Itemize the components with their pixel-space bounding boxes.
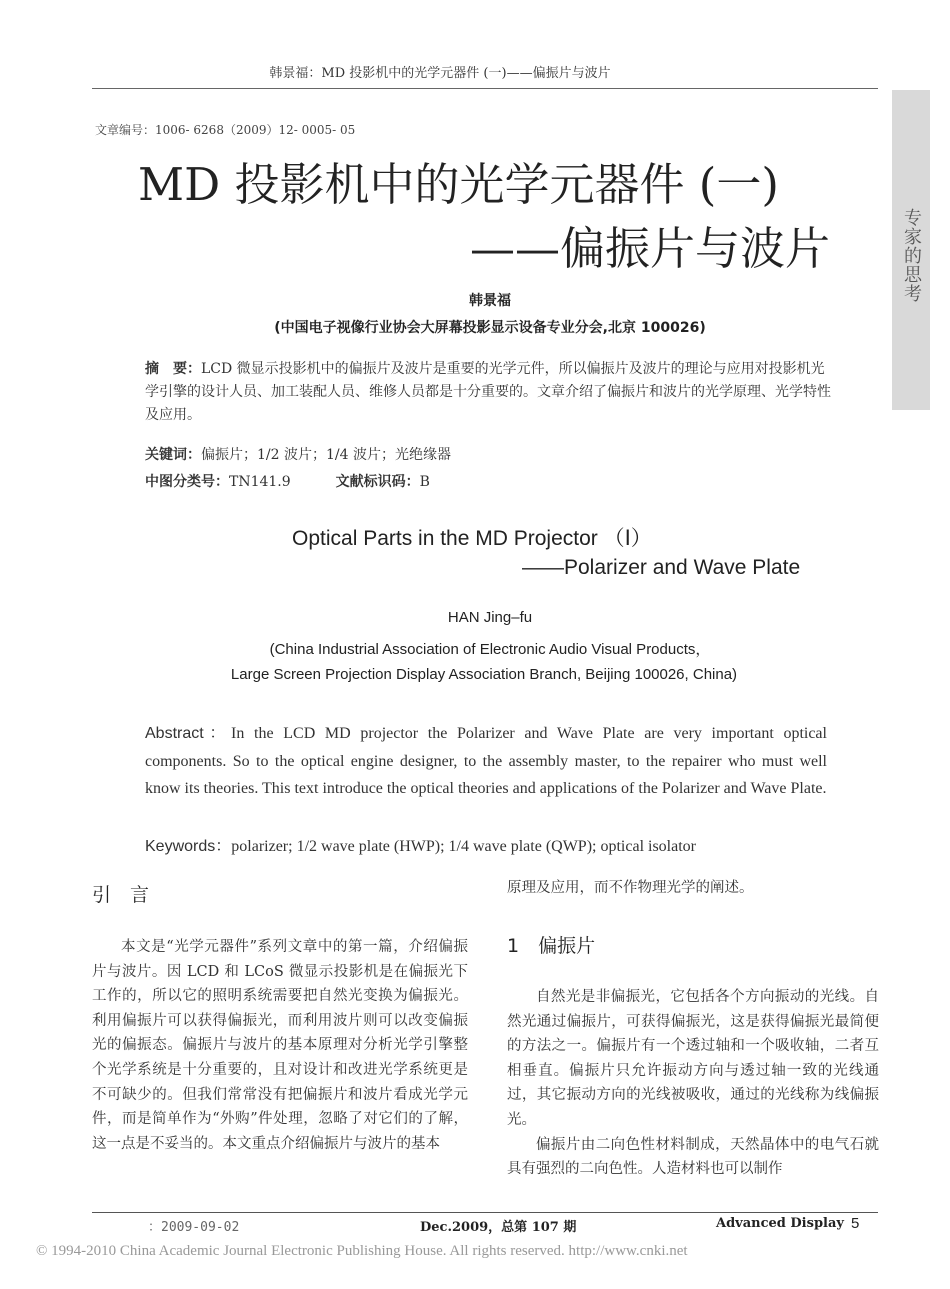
abstract-cn-label: 摘 要：: [145, 361, 201, 377]
abstract-en-text: In the LCD MD projector the Polarizer and Wave Plate are very important optical components. So to the optical engine designer, to the assembly master, to the repairer who must well know its theories. This text introduce the optical theories and applications of the Polarizer and Wave Plate.: [145, 725, 827, 797]
author-en: HAN Jing–fu: [447, 609, 533, 626]
title-subtitle: ——偏振片与波片: [470, 222, 831, 275]
author-cn: 韩景福: [469, 293, 511, 309]
header-rule: [92, 88, 878, 89]
abstract-cn: [145, 358, 835, 427]
section-1-paragraph-1: 自然光是非偏振光，它包括各个方向振动的光线。自然光通过偏振片，可获得偏振光，这是获得偏振光最简便的方法之一。偏振片有一个透过轴和一个吸收轴，二者互相垂直。偏振片只允许振动方向与透过轴一致的光线通过，其它振动方向的光线被吸收，通过的光线称为线偏振光。: [507, 989, 879, 1128]
footer-rule: [92, 1212, 878, 1213]
doc-code-label: 文献标识码：: [335, 474, 420, 490]
intro-heading: 引 言: [92, 884, 150, 906]
side-tab-label: 专家的思考: [901, 208, 922, 303]
keywords-en-text: polarizer; 1/2 wave plate (HWP); 1/4 wave plate (QWP); optical isolator: [231, 838, 696, 855]
abstract-cn-text: LCD 微显示投影机中的偏振片及波片是重要的光学元件，所以偏振片及波片的理论与应用对投影机光学引擎的设计人员、加工装配人员、维修人员都是十分重要的。文章介绍了偏振片和波片的光学原理、光学特性及应用。: [145, 361, 831, 423]
copyright-notice: © 1994-2010 China Academic Journal Electronic Publishing House. All rights reserved. http://www.cnki.net: [36, 1243, 688, 1259]
affiliation-en-line2: Large Screen Projection Display Association Branch, Beijing 100026, China): [230, 666, 738, 683]
affiliation-en-line1: (China Industrial Association of Electronic Audio Visual Products，: [269, 641, 711, 658]
section-1-heading: 1 偏振片: [507, 935, 596, 957]
footer-journal: Advanced Display: [716, 1216, 844, 1231]
abstract-en-label: Abstract：: [145, 725, 232, 742]
clc-label: 中图分类号：: [145, 474, 229, 490]
footer-issue: Dec.2009，总第 107 期: [420, 1220, 577, 1235]
title-en-subtitle: ——Polarizer and Wave Plate: [522, 556, 801, 579]
keywords-cn-text: 偏振片；1/2 波片；1/4 波片；光绝缘器: [201, 447, 451, 463]
keywords-en: [145, 833, 696, 856]
running-head: 韩景福：MD 投影机中的光学元器件 (一)——偏振片与波片: [269, 66, 611, 81]
right-column-body: [507, 985, 879, 1182]
keywords-cn: [145, 444, 835, 467]
title-en-main: Optical Parts in the MD Projector （Ⅰ）: [292, 527, 652, 550]
article-number: 文章编号：1006- 6268（2009）12- 0005- 05: [95, 123, 356, 137]
keywords-cn-label: 关键词：: [145, 447, 201, 463]
intro-column: [92, 935, 468, 1156]
section-1-paragraph-2: 偏振片由二向色性材料制成，天然晶体中的电气石就具有强烈的二向色性。人造材料也可以制作: [507, 1136, 879, 1178]
affiliation-cn: (中国电子视像行业协会大屏幕投影显示设备专业分会,北京 100026): [274, 320, 706, 336]
title-main: MD 投影机中的光学元器件 (一): [138, 158, 779, 211]
page-number: 5: [851, 1215, 860, 1232]
intro-paragraph: 本文是“光学元器件”系列文章中的第一篇，介绍偏振片与波片。因 LCD 和 LCoS 微显示投影机是在偏振光下工作的，所以它的照明系统需要把自然光变换为偏振光。利用偏振片可以获得偏振光，而利用波片则可以改变偏振光的偏振态。偏振片与波片的基本原理对分析光学引擎整个光学系统是十分重要的，且对设计和改进光学系统更是不可缺少的。但我们常常没有把偏振片和波片看成光学元件，而是简单作为“外购”件处理，忽略了对它们的了解，这一点是不妥当的。本文重点介绍偏振片与波片的基本: [92, 939, 468, 1152]
section-side-tab: [892, 90, 930, 410]
right-column-top: [507, 876, 879, 901]
clc-value: TN141.9: [229, 474, 291, 490]
abstract-en: [145, 720, 827, 803]
continued-paragraph: 原理及应用，而不作物理光学的阐述。: [507, 880, 754, 896]
classification-line: [145, 471, 835, 494]
footer-date: ：2009-09-02: [148, 1220, 240, 1235]
keywords-en-label: Keywords：: [145, 838, 232, 855]
doc-code-value: B: [419, 474, 430, 490]
